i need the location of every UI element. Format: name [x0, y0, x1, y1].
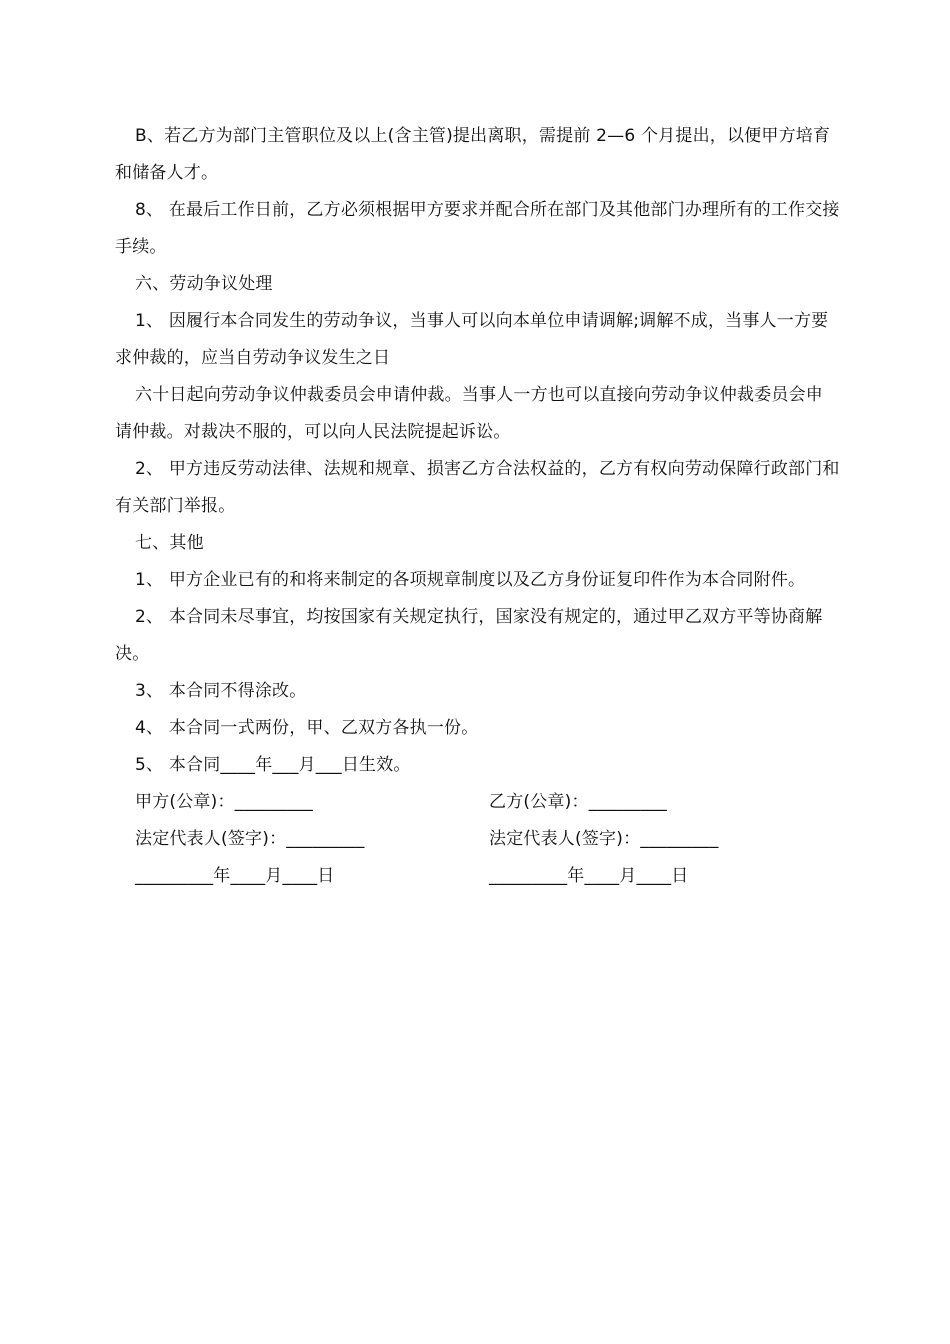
clause-7-1-attachments: 1、 甲方企业已有的和将来制定的各项规章制度以及乙方身份证复印件作为本合同附件。: [135, 570, 806, 590]
clause-6-1-mediation: 1、 因履行本合同发生的劳动争议，当事人可以向本单位申请调解;调解不成，当事人一方要求仲裁的，应当自劳动争议发生之日: [115, 311, 829, 368]
party-a-seal-field: 甲方(公章)：_________: [135, 792, 313, 812]
party-a-representative-field: 法定代表人(签字)：_________: [135, 829, 365, 849]
signature-row-seal: [115, 784, 840, 821]
clause-7-5-effective-date: 5、 本合同____年___月___日生效。: [135, 755, 411, 775]
clause-7-2-unresolved-matters: 2、 本合同未尽事宜，均按国家有关规定执行，国家没有规定的，通过甲乙双方平等协商解决。: [115, 607, 823, 664]
section-6-heading: 六、劳动争议处理: [135, 274, 273, 294]
party-b-seal-field: 乙方(公章)：_________: [489, 792, 667, 812]
section-7-heading: 七、其他: [135, 533, 204, 553]
party-b-date-field: _________年____月____日: [489, 866, 689, 886]
party-b-representative-field: 法定代表人(签字)：_________: [489, 829, 719, 849]
clause-b-resignation-notice: B、若乙方为部门主管职位及以上(含主管)提出离职，需提前 2—6 个月提出，以便甲方培育和储备人才。: [115, 126, 831, 183]
clause-8-handover: 8、 在最后工作日前，乙方必须根据甲方要求并配合所在部门及其他部门办理所有的工作交接手续。: [115, 200, 840, 257]
signature-row-representative: [115, 821, 840, 858]
clause-7-3-no-alteration: 3、 本合同不得涂改。: [135, 681, 307, 701]
clause-6-2-report: 2、 甲方违反劳动法律、法规和规章、损害乙方合法权益的，乙方有权向劳动保障行政部门和有关部门举报。: [115, 459, 840, 516]
party-a-date-field: _________年____月____日: [135, 866, 335, 886]
clause-7-4-copies: 4、 本合同一式两份，甲、乙双方各执一份。: [135, 718, 479, 738]
clause-6-1-arbitration: 六十日起向劳动争议仲裁委员会申请仲裁。当事人一方也可以直接向劳动争议仲裁委员会申请仲裁。对裁决不服的，可以向人民法院提起诉讼。: [115, 385, 823, 442]
signature-row-date: [115, 858, 840, 895]
contract-body: [115, 118, 840, 895]
